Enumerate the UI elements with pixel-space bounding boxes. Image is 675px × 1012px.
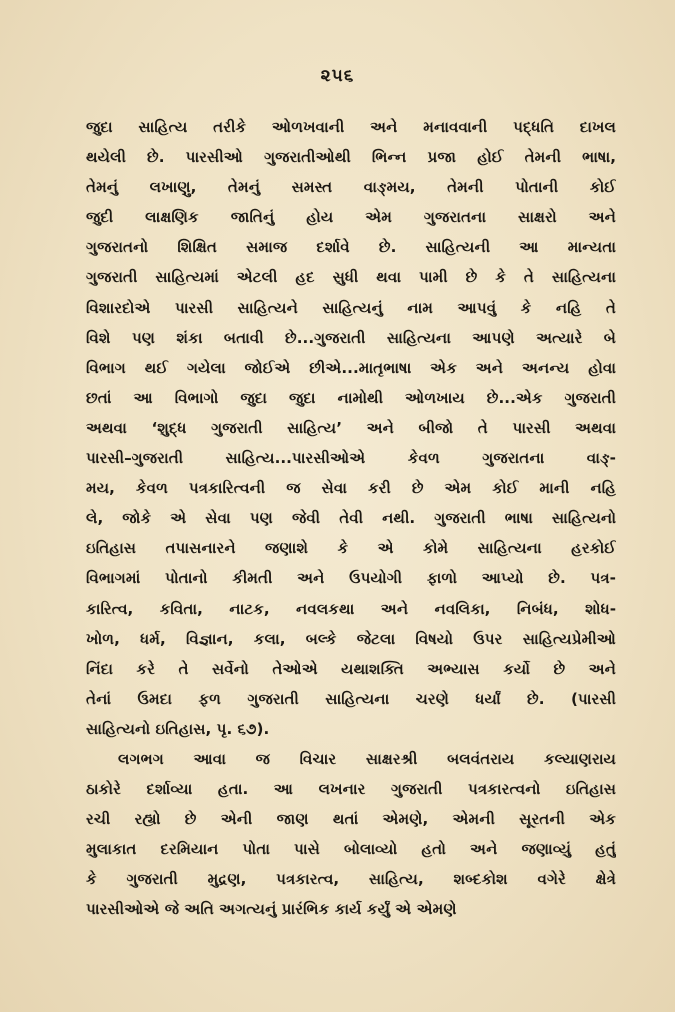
text-line: વિશે પણ શંકા બતાવી છે...ગુજરાતી સાહિત્યના આપણે અત્યારે બે: [86, 328, 616, 347]
page-number: ૨૫૬: [320, 66, 355, 86]
text-line: વિભાગમાં પોતાનો કીમતી અને ઉપયોગી ફાળો આપ્યો છે. પત્ર-: [86, 569, 616, 588]
body-text: [86, 112, 616, 925]
text-line: લે, જોકે એ સેવા પણ જેવી તેવી નથી. ગુજરાતી ભાષા સાહિત્યનો: [86, 509, 616, 528]
text-line: મુલાકાત દરમિયાન પોતા પાસે બોલાવ્યો હતો અને જણાવ્યું હતું: [86, 840, 616, 859]
text-line: જુદા સાહિત્ય તરીકે ઓળખવાની અને મનાવવાની પદ્ધતિ દાખલ: [86, 118, 616, 136]
text-line: ઇતિહાસ તપાસનારને જણાશે કે એ કોમે સાહિત્યના હરકોઈ: [86, 539, 616, 558]
text-line: વિભાગ થઈ ગયેલા જોઈએ છીએ...માતૃભાષા એક અને અનન્ય હોવા: [86, 358, 616, 377]
text-line: મય, કેવળ પત્રકારિત્વની જ સેવા કરી છે એમ કોઈ માની નહિ: [86, 479, 616, 498]
text-line: નિંદા કરે તે સર્વેનો તેઓએ યથાશક્તિ અભ્યાસ કર્યો છે અને: [86, 659, 616, 678]
paragraph: [86, 112, 616, 744]
text-line: ઠાકોરે દર્શાવ્યા હતા. આ લખનાર ગુજરાતી પત્રકારત્વનો ઇતિહાસ: [86, 780, 616, 799]
text-line: પારસી–ગુજરાતી સાહિત્ય...પારસીઓએ કેવળ ગુજરાતના વાઙ્-: [86, 449, 616, 468]
text-line: વિશારદોએ પારસી સાહિત્યને સાહિત્યનું નામ આપવું કે નહિ તે: [86, 298, 616, 317]
text-line: રચી રહ્યો છે એની જાણ થતાં એમણે, એમની સૂરતની એક: [86, 810, 616, 829]
text-line: તેમનું લખાણુ, તેમનું સમસ્ત વાઙ્મય, તેમની પોતાની કોઈ: [86, 178, 616, 197]
text-line: ગુજરાતનો શિક્ષિત સમાજ દર્શાવે છે. સાહિત્યની આ માન્યતા: [86, 238, 616, 257]
text-line: ગુજરાતી સાહિત્યમાં એટલી હદ સુધી થવા પામી છે કે તે સાહિત્યના: [86, 268, 616, 287]
text-line: ખોળ, ધર્મ, વિજ્ઞાન, કલા, બલ્કે જેટલા વિષયો ઉપર સાહિત્યપ્રેમીઓ: [86, 629, 616, 648]
text-line: પારસીઓએ જે અતિ અગત્યનું પ્રારંભિક કાર્ય કર્યું એ એમણે: [86, 900, 457, 919]
text-line: કે ગુજરાતી મુદ્રણ, પત્રકારત્વ, સાહિત્ય, શબ્દકોશ વગેરે ક્ષેત્રે: [86, 870, 616, 889]
text-line: તેનાં ઉમદા ફળ ગુજરાતી સાહિત્યના ચરણે ધર્યાં છે. (પારસી: [86, 689, 616, 708]
paragraph: [86, 744, 616, 925]
text-line: થયેલી છે. પારસીઓ ગુજરાતીઓથી ભિન્ન પ્રજા હોઈ તેમની ભાષા,: [86, 148, 616, 167]
text-line: સાહિત્યનો ઇતિહાસ, પૃ. ૬૭).: [86, 719, 270, 738]
text-line: છતાં આ વિભાગો જુદા જુદા નામોથી ઓળખાય છે...એક ગુજરાતી: [86, 388, 616, 407]
text-line: જુદી લાક્ષણિક જાતિનું હોય એમ ગુજરાતના સાક્ષરો અને: [86, 208, 616, 227]
text-line: લગભગ આવા જ વિચાર સાક્ષરશ્રી બલવંતરાય કલ્યાણરાય: [118, 749, 616, 768]
text-line: અથવા ‘શુદ્ધ ગુજરાતી સાહિત્ય’ અને બીજો તે પારસી અથવા: [86, 418, 616, 437]
text-line: કારિત્વ, કવિતા, નાટક, નવલકથા અને નવલિકા, નિબંધ, શોધ-: [86, 599, 616, 618]
